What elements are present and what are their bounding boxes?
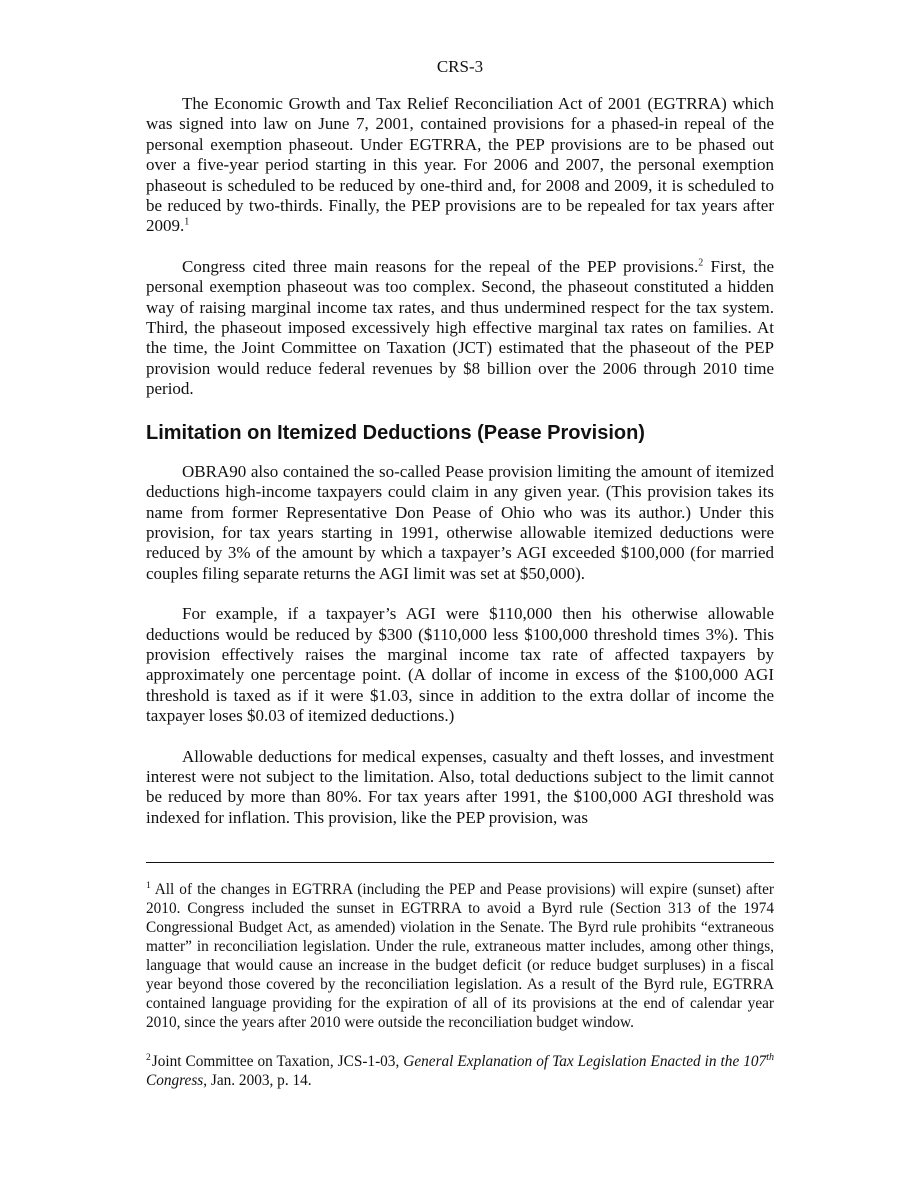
citation-title-part: Congress xyxy=(146,1072,204,1089)
page-number: CRS-3 xyxy=(436,57,484,76)
section-heading: Limitation on Itemized Deductions (Pease Provision) xyxy=(146,421,645,444)
paragraph-text: The Economic Growth and Tax Relief Reconciliation Act of 2001 (EGTRRA) which was signed into law on June 7, 2001, contained provisions for a phased-in repeal of the personal exemption phaseout. Under EGTRRA, the PEP provisions are to be phased out over a five-year period starting in this year. For 2006 and 2007, the personal exemption phaseout is scheduled to be reduced by one-third and, for 2008 and 2009, it is scheduled to be reduced by two-thirds. Finally, the PEP provisions are to be repealed for tax years after 2009. xyxy=(146,94,774,236)
citation-title-part: General Explanation of Tax Legislation Enacted in the 107 xyxy=(403,1053,767,1070)
footnote-text: All of the changes in EGTRRA (including the PEP and Pease provisions) will expire (sunset) after 2010. Congress included the sunset in EGTRRA to avoid a Byrd rule (Section 313 of the 1974 Congressional Budget Act, as amended) violation in the Senate. The Byrd rule prohibits “extraneous matter” in reconciliation legislation. Under the rule, extraneous matter includes, among other things, language that would cause an increase in the budget deficit (or reduce budget surpluses) in a fiscal year beyond those covered by the reconciliation legislation. As a result of the Byrd rule, EGTRRA contained language providing for the expiration of all of its provisions at the end of calendar year 2010, since the years after 2010 were outside the reconciliation budget window. xyxy=(146,881,774,1031)
footnote-ref-1: 1 xyxy=(184,216,190,228)
paragraph-text: First, the personal exemption phaseout was too complex. Second, the phaseout constituted a hidden way of raising marginal income tax rates, and thus undermined respect for the tax system. Third, the phaseout imposed excessively high effective marginal tax rates on families. At the time, the Joint Committee on Taxation (JCT) estimated that the phaseout of the PEP provision would reduce federal revenues by $8 billion over the 2006 through 2010 time period. xyxy=(146,256,774,399)
footnote-text: , Jan. 2003, p. 14. xyxy=(203,1072,312,1089)
footnote-text: Joint Committee on Taxation, JCS-1-03, xyxy=(151,1053,404,1070)
footnote-2 xyxy=(146,1052,774,1090)
footnote-ref-2: 2 xyxy=(698,257,704,269)
paragraph-example: For example, if a taxpayer’s AGI were $110,000 then his otherwise allowable deductions would be reduced by $300 ($110,000 less $100,000 threshold times 3%). This provision effectively raises the marginal income tax rate of affected taxpayers by approximately one percentage point. (A dollar of income in excess of the $100,000 AGI threshold is taxed as if it were $1.03, since in addition to the extra dollar of income the taxpayer loses $0.03 of itemized deductions.) xyxy=(146,604,774,726)
footnote-mark: 2 xyxy=(146,1052,151,1063)
paragraph-pease-intro: OBRA90 also contained the so-called Pease provision limiting the amount of itemized deductions high-income taxpayers could claim in any given year. (This provision takes its name from former Representative Don Pease of Ohio who was its author.) Under this provision, for tax years starting in 1991, otherwise allowable itemized deductions were reduced by 3% of the amount by which a taxpayer’s AGI exceeded $100,000 (for married couples filing separate returns the AGI limit was set at $50,000). xyxy=(146,461,774,583)
footnote-1 xyxy=(146,880,774,1032)
footnotes xyxy=(146,880,774,1110)
paragraph-allowable-deductions: Allowable deductions for medical expenses, casualty and theft losses, and investment interest were not subject to the limitation. Also, total deductions subject to the limit cannot be reduced by more than 80%. For tax years after 1991, the $100,000 AGI threshold was indexed for inflation. This provision, like the PEP provision, was xyxy=(146,746,774,827)
paragraph-egtrra xyxy=(146,94,774,237)
footnote-mark: 1 xyxy=(146,880,151,891)
footnote-divider xyxy=(146,862,774,863)
body-text xyxy=(146,94,774,828)
ordinal-suffix: th xyxy=(766,1051,774,1063)
paragraph-repeal-reasons xyxy=(146,257,774,400)
paragraph-text: Congress cited three main reasons for the repeal of the PEP provisions. xyxy=(182,256,699,276)
